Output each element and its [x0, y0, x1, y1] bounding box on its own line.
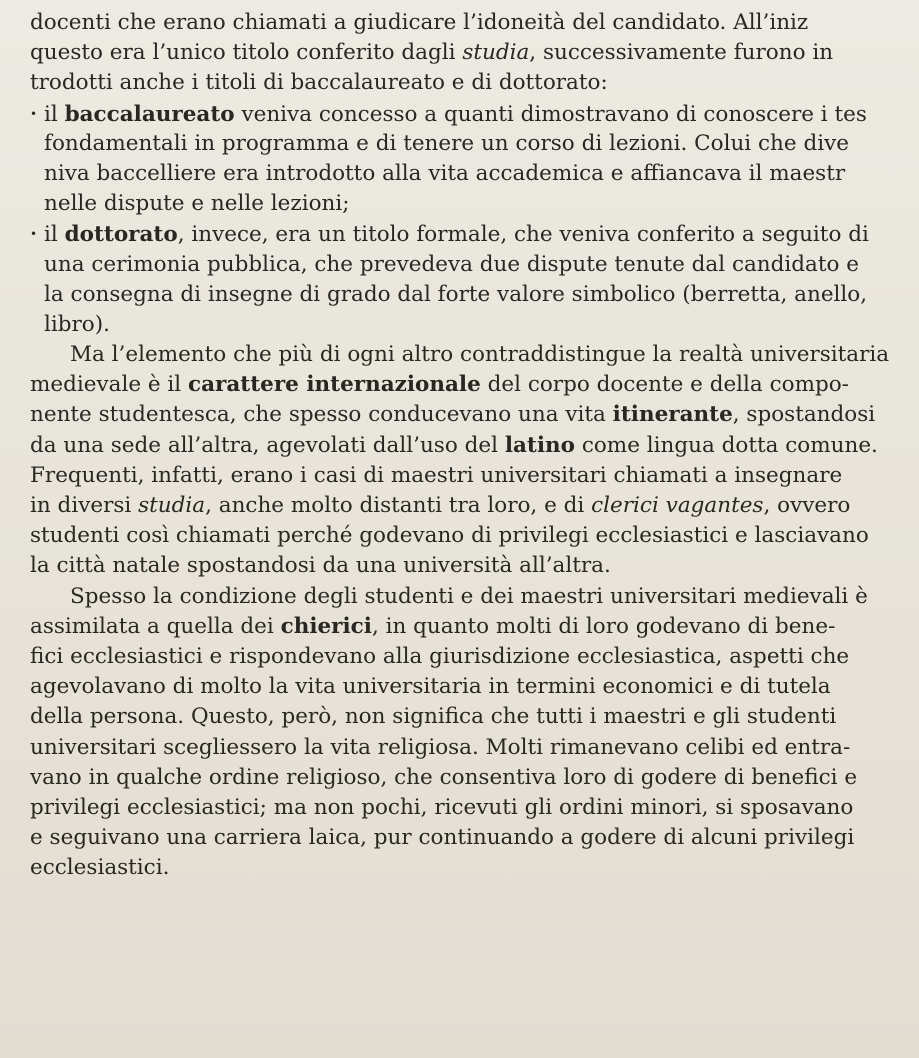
text-line: [30, 431, 919, 461]
text-line: studenti così chiamati perché godevano di privilegi ecclesiastici e lasciavano: [30, 523, 869, 549]
text-line: della persona. Questo, però, non significa che tutti i maestri e gli studenti: [30, 704, 837, 730]
text-line: [30, 491, 919, 521]
text-line: fici ecclesiastici e rispondevano alla giurisdizione ecclesiastica, aspetti che: [30, 643, 850, 669]
emphasis-text: latino: [504, 432, 575, 458]
bullet-item-baccalaureato: [30, 99, 919, 129]
text-line: niva baccelliere era introdotto alla vita accademica e affiancava il maestr: [44, 160, 846, 186]
text-fragment: nente studentesca, che spesso conducevano una vita itinerante, spostandosi: [30, 402, 876, 428]
text-line: trodotti anche i titoli di baccalaureato e di dottorato:: [30, 70, 608, 96]
text-line: Ma l’elemento che più di ogni altro contraddistingue la realtà universitaria: [70, 342, 890, 368]
bullet-icon: •: [30, 227, 38, 242]
text-fragment: da una sede all’altra, agevolati dall’uso del latino come lingua dotta comune.: [30, 432, 878, 458]
emphasis-text: dottorato: [64, 222, 178, 248]
text-line: e seguivano una carriera laica, pur continuando a godere di alcuni privilegi: [30, 825, 855, 851]
text-fragment: assimilata a quella dei chierici, in quanto molti di loro godevano di bene-: [30, 613, 836, 639]
text-line: privilegi ecclesiastici; ma non pochi, ricevuti gli ordini minori, si sposavano: [30, 794, 854, 820]
text-line: nelle dispute e nelle lezioni;: [44, 191, 350, 217]
text-fragment: medievale è il carattere internazionale del corpo docente e della compo-: [30, 372, 849, 398]
text-line: [30, 612, 919, 642]
text-line: universitari scegliessero la vita religiosa. Molti rimanevano celibi ed entra-: [30, 734, 851, 760]
text-line: ecclesiastici.: [30, 855, 170, 881]
text-fragment: il baccalaureato veniva concesso a quanti dimostravano di conoscere i tes: [44, 101, 867, 127]
text-line: libro).: [44, 311, 110, 337]
emphasis-text: chierici: [280, 613, 372, 639]
text-line: [30, 400, 919, 430]
bullet-icon: •: [30, 106, 38, 121]
emphasis-text: clerici vagantes: [591, 493, 764, 518]
text-line: [30, 370, 919, 400]
text-line: [30, 38, 919, 68]
text-line: la consegna di insegne di grado dal forte valore simbolico (berretta, anello,: [44, 281, 868, 307]
text-line: la città natale spostandosi da una università all’altra.: [30, 553, 611, 579]
text-line: una cerimonia pubblica, che prevedeva due dispute tenute dal candidato e: [44, 251, 860, 277]
emphasis-text: baccalaureato: [64, 101, 235, 127]
bullet-item-dottorato: [30, 219, 919, 249]
emphasis-text: itinerante: [612, 402, 733, 428]
text-line: agevolavano di molto la vita universitaria in termini economici e di tutela: [30, 674, 831, 700]
text-fragment: questo era l’unico titolo conferito dagli studia, successivamente furono in: [30, 40, 834, 66]
emphasis-text: studia: [138, 493, 206, 518]
text-line: docenti che erano chiamati a giudicare l’idoneità del candidato. All’iniz: [30, 10, 809, 35]
emphasis-text: carattere internazionale: [188, 372, 481, 398]
text-line: Frequenti, infatti, erano i casi di maestri universitari chiamati a insegnare: [30, 462, 843, 488]
emphasis-text: studia: [462, 40, 530, 66]
text-line: Spesso la condizione degli studenti e dei maestri universitari medievali è: [70, 583, 868, 609]
text-fragment: in diversi studia, anche molto distanti tra loro, e di clerici vagantes, ovvero: [30, 493, 851, 518]
body-text: [30, 8, 919, 883]
text-line: vano in qualche ordine religioso, che consentiva loro di godere di benefici e: [30, 764, 858, 790]
text-line: fondamentali in programma e di tenere un corso di lezioni. Colui che dive: [44, 130, 849, 156]
text-fragment: il dottorato, invece, era un titolo formale, che veniva conferito a seguito di: [44, 222, 869, 248]
